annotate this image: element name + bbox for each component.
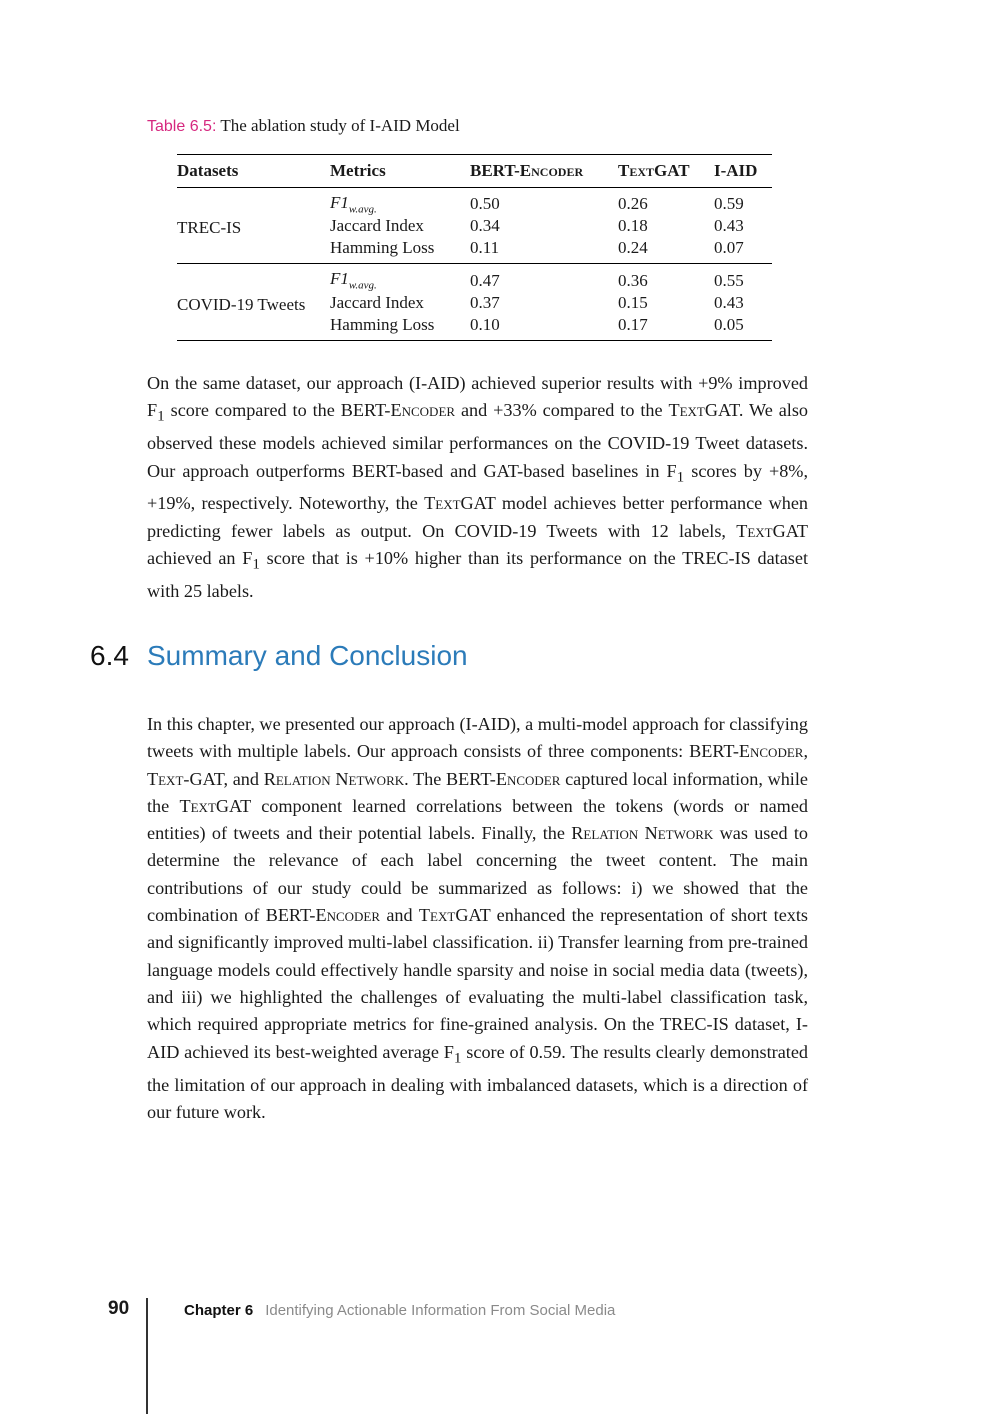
text-span: GAT. We also observed these models achieved similar performances on the COVID-19 Tweet datasets. Our approach outperforms BERT-based and GAT-based baselines in F [147, 400, 808, 481]
table-row [177, 264, 772, 292]
ablation-table [177, 154, 772, 341]
textgat-value: 0.26 [618, 194, 648, 214]
table-group-trec-is [177, 188, 772, 264]
table-caption-label: Table 6.5: [147, 118, 217, 135]
bert-value: 0.50 [470, 194, 500, 214]
small-caps-span: Relation Network [263, 768, 405, 789]
iaid-value: 0.59 [714, 194, 744, 214]
running-footer [184, 1302, 615, 1319]
metric-cell: Hamming Loss [330, 314, 435, 334]
bert-value: 0.47 [470, 270, 500, 290]
text-span: GAT component learned correlations between the tokens (words or named entities) of tweets and their potential labels. Finally, the [147, 795, 808, 844]
small-caps-span: Text [147, 768, 184, 789]
small-caps-span: Encoder [495, 768, 561, 789]
header-iaid: I-AID [714, 155, 772, 188]
textgat-value: 0.17 [618, 314, 648, 334]
textgat-value: 0.36 [618, 270, 648, 290]
metric-cell: Jaccard Index [330, 216, 424, 236]
header-datasets: Datasets [177, 155, 330, 188]
text-span: . The BERT- [404, 768, 496, 789]
text-span: was used to determine the relevance of each label concerning the tweet content. The main contributions of our study could be summarized as follows: i) we showed that the combination of BERT- [147, 823, 808, 926]
text-span: score of 0.59. The results clearly demonstrated the limitation of our approach in dealing with imbalanced datasets, which is a direction of our future work. [147, 1041, 808, 1122]
small-caps-span: Text [424, 493, 461, 514]
metric-cell [330, 188, 470, 216]
metric-cell: Jaccard Index [330, 292, 424, 312]
section-number: 6.4 [90, 640, 129, 671]
dataset-cell: COVID-19 Tweets [177, 294, 306, 314]
table-caption-text: The ablation study of I-AID Model [220, 116, 460, 135]
text-span: score compared to the BERT- [164, 400, 391, 421]
iaid-value: 0.07 [714, 238, 744, 258]
subscript: 1 [157, 407, 165, 425]
metric-base: F1 [330, 269, 349, 289]
textgat-value: 0.24 [618, 238, 648, 258]
small-caps-span: Text [668, 400, 705, 421]
table-group-covid [177, 264, 772, 340]
table-row [177, 188, 772, 216]
chapter-label: Chapter 6 [184, 1302, 254, 1319]
subscript: 1 [252, 555, 260, 573]
bert-value: 0.10 [470, 314, 500, 334]
metric-cell [330, 264, 470, 292]
small-caps-span: Encoder [315, 905, 381, 926]
small-caps-span: Encoder [390, 400, 456, 421]
small-caps-span: Relation Network [571, 823, 714, 844]
table-caption [147, 116, 460, 136]
text-span: scores by +8%, +19%, respectively. Noteworthy, the [147, 460, 809, 514]
header-textgat: TextGAT [618, 155, 714, 188]
section-heading [90, 640, 468, 672]
text-span: GAT achieved an F [147, 520, 808, 569]
iaid-value: 0.55 [714, 270, 744, 290]
small-caps-span: Encoder [738, 741, 804, 762]
section-title: Summary and Conclusion [147, 640, 468, 671]
subscript: 1 [676, 468, 685, 486]
text-span: GAT model achieves better performance when predicting fewer labels as output. On COVID-19 Tweets with 12 labels, [147, 493, 808, 541]
text-span: On the same dataset, our approach (I-AID) achieved superior results with +9% improved F [147, 373, 808, 421]
header-bert-encoder: BERT-Encoder [470, 155, 618, 188]
metric-subscript: w.avg. [348, 279, 377, 292]
subscript: 1 [453, 1049, 462, 1067]
page-number: 90 [108, 1298, 130, 1319]
textgat-value: 0.18 [618, 216, 648, 236]
metric-base: F1 [330, 193, 349, 212]
text-span: , [803, 741, 808, 762]
bert-value: 0.11 [470, 238, 500, 258]
text-span: and [380, 905, 419, 926]
bert-value: 0.37 [470, 292, 500, 312]
metric-subscript: w.avg. [348, 203, 377, 216]
text-span: GAT enhanced the representation of short texts and significantly improved multi-label classification. ii) Transfer learning from pre-trained language models could effectively handle sparsity and noise in social media data (tweets), and iii) we highlighted the challenges of evaluating the multi-label classification task, which required appropriate metrics for fine-grained analysis. On the TREC-IS dataset, I-AID achieved its best-weighted average F [147, 905, 808, 1062]
text-span: captured local information, while the [147, 768, 808, 816]
iaid-value: 0.43 [714, 216, 744, 236]
footer-divider [146, 1298, 148, 1414]
small-caps-span: Text [418, 905, 456, 926]
text-span: In this chapter, we presented our approach (I-AID), a multi-model approach for classifying tweets with multiple labels. Our approach consists of three components: BERT- [147, 714, 808, 762]
textgat-value: 0.15 [618, 292, 648, 312]
table-header-row [177, 155, 772, 188]
header-metrics: Metrics [330, 155, 470, 188]
text-span: and +33% compared to the [455, 400, 669, 421]
iaid-value: 0.05 [714, 314, 744, 334]
iaid-value: 0.43 [714, 292, 744, 312]
chapter-title: Identifying Actionable Information From Social Media [265, 1302, 616, 1319]
small-caps-span: Text [736, 520, 773, 541]
results-paragraph [147, 370, 808, 605]
small-caps-span: Text [179, 795, 216, 816]
bert-value: 0.34 [470, 216, 500, 236]
text-span: score that is +10% higher than its performance on the TREC-IS dataset with 25 labels. [147, 548, 808, 601]
dataset-cell: TREC-IS [177, 218, 242, 238]
text-span: -GAT, and [183, 768, 264, 789]
metric-cell: Hamming Loss [330, 238, 435, 258]
conclusion-paragraph [147, 711, 808, 1126]
